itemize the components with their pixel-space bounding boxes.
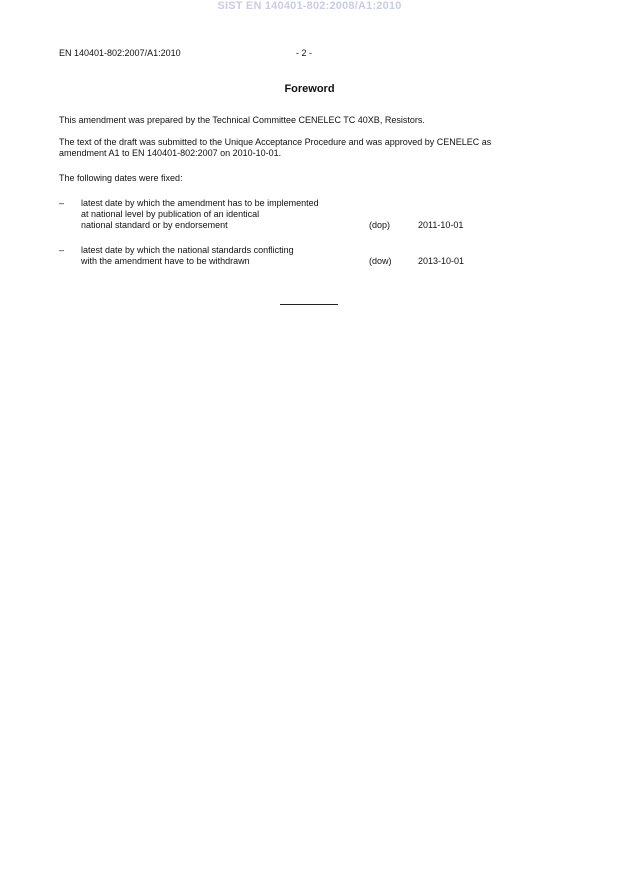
paragraph-approval-line-2: amendment A1 to EN 140401-802:2007 on 2010-10-01. <box>59 148 282 158</box>
list-dash: – <box>59 245 65 255</box>
date-item-line: at national level by publication of an identical <box>81 209 260 219</box>
date-code: (dop) <box>369 220 391 230</box>
date-code: (dow) <box>369 256 392 266</box>
page-title: Foreword <box>284 83 335 95</box>
paragraph-approval <box>59 137 569 159</box>
document-reference: EN 140401-802:2007/A1:2010 <box>59 48 181 58</box>
page-number: - 2 - <box>296 48 313 58</box>
date-value: 2011-10-01 <box>418 220 464 230</box>
end-rule-divider <box>280 304 338 305</box>
date-value: 2013-10-01 <box>418 256 465 266</box>
date-item-description <box>81 245 371 267</box>
date-item-description <box>81 198 371 231</box>
date-item-line: latest date by which the national standards conflicting <box>81 245 294 255</box>
paragraph-dates-intro: The following dates were fixed: <box>59 173 183 183</box>
watermark: SIST EN 140401-802:2008/A1:2010 <box>217 0 402 12</box>
paragraph-approval-line-1: The text of the draft was submitted to the Unique Acceptance Procedure and was approved by CENELEC as <box>59 137 492 147</box>
paragraph-committee: This amendment was prepared by the Technical Committee CENELEC TC 40XB, Resistors. <box>59 115 425 125</box>
list-dash: – <box>59 198 65 208</box>
date-item-line: with the amendment have to be withdrawn <box>81 256 250 266</box>
date-item-line: national standard or by endorsement <box>81 220 228 230</box>
date-item-line: latest date by which the amendment has to be implemented <box>81 198 319 208</box>
